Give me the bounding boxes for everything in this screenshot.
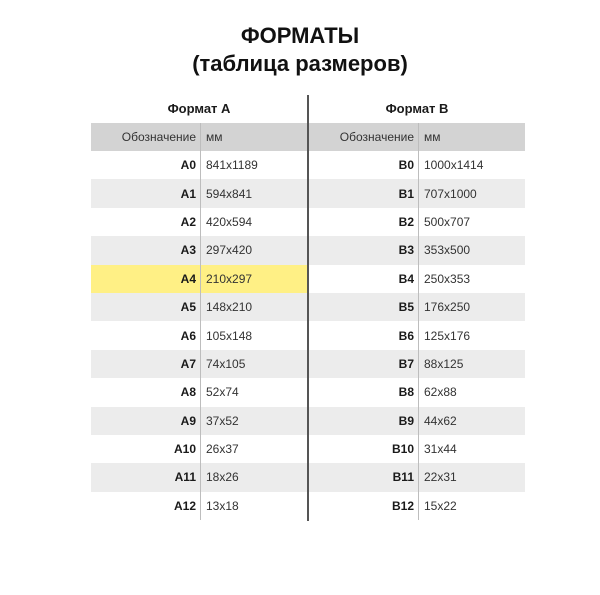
- table-row: [309, 435, 525, 463]
- format-code: A5: [180, 300, 196, 315]
- format-code: A0: [180, 158, 196, 173]
- format-a-rows: [91, 151, 307, 520]
- format-code: B4: [398, 271, 414, 286]
- format-size: 74x105: [206, 356, 246, 371]
- format-size: 297x420: [206, 243, 253, 258]
- table-row: [91, 435, 307, 463]
- format-code: B6: [398, 328, 414, 343]
- format-size: 52x74: [206, 385, 239, 400]
- table-row: [91, 293, 307, 321]
- format-a-col-code-label: Обозначение: [121, 130, 196, 144]
- format-size: 594x841: [206, 186, 253, 201]
- format-size: 18x26: [206, 470, 239, 485]
- table-row: [309, 208, 525, 236]
- table-row: [309, 321, 525, 349]
- format-size: 37x52: [206, 413, 239, 428]
- table-row: [91, 151, 307, 179]
- page-title: ФОРМАТЫ: [240, 23, 360, 48]
- table-row: [309, 463, 525, 491]
- format-b-subheader: [309, 123, 525, 151]
- format-b-header: Формат B: [385, 101, 449, 116]
- format-b-col-size-label: мм: [424, 130, 441, 144]
- format-code: B0: [398, 158, 414, 173]
- format-code: A1: [180, 186, 196, 201]
- format-code: B7: [398, 356, 414, 371]
- table-row: [309, 378, 525, 406]
- format-code: B5: [398, 300, 414, 315]
- format-code: A11: [174, 470, 196, 485]
- table-row: [91, 350, 307, 378]
- format-size: 841x1189: [206, 158, 258, 173]
- format-code: B3: [398, 243, 414, 258]
- format-size: 250x353: [424, 271, 471, 286]
- format-b-rows: [309, 151, 525, 520]
- format-code: A8: [180, 385, 196, 400]
- table-row: [91, 463, 307, 491]
- format-size: 88x125: [424, 356, 464, 371]
- table-row: [91, 407, 307, 435]
- table-row: [309, 151, 525, 179]
- format-a-col-size-label: мм: [206, 130, 223, 144]
- table-row: [91, 236, 307, 264]
- format-code: A12: [173, 498, 196, 513]
- format-code: B10: [391, 442, 414, 457]
- format-size: 353x500: [424, 243, 471, 258]
- format-size: 31x44: [424, 442, 457, 457]
- format-code: A4: [180, 271, 196, 286]
- table-row: [91, 179, 307, 207]
- table-row: [91, 378, 307, 406]
- table-row: [91, 492, 307, 520]
- table-row: [309, 492, 525, 520]
- format-code: B2: [398, 214, 414, 229]
- format-code: B9: [398, 413, 414, 428]
- format-b-table: [309, 95, 525, 520]
- format-code: A6: [180, 328, 196, 343]
- format-size: 26x37: [206, 442, 239, 457]
- table-row: [91, 208, 307, 236]
- format-a-table: [91, 95, 307, 520]
- format-size: 1000x1414: [424, 158, 484, 173]
- format-size: 13x18: [206, 498, 239, 513]
- format-size: 148x210: [206, 300, 253, 315]
- format-b-col-code-label: Обозначение: [339, 130, 414, 144]
- table-row: [309, 407, 525, 435]
- format-size: 210x297: [206, 271, 253, 286]
- format-size: 176x250: [424, 300, 471, 315]
- format-size: 500x707: [424, 214, 471, 229]
- format-code: A7: [180, 356, 196, 371]
- format-code: A10: [173, 442, 196, 457]
- table-row: [91, 321, 307, 349]
- format-size: 62x88: [424, 385, 457, 400]
- format-code: B11: [392, 470, 414, 485]
- table-row: [309, 350, 525, 378]
- format-size: 22x31: [424, 470, 457, 485]
- format-code: B1: [398, 186, 414, 201]
- format-size: 420x594: [206, 214, 253, 229]
- table-row: [309, 293, 525, 321]
- format-a-subheader: [91, 123, 307, 151]
- table-row: [309, 236, 525, 264]
- format-code: A2: [180, 214, 196, 229]
- format-size: 15x22: [424, 498, 457, 513]
- table-row: [91, 265, 307, 293]
- format-code: B12: [391, 498, 414, 513]
- table-row: [309, 265, 525, 293]
- format-size: 105x148: [206, 328, 253, 343]
- format-code: B8: [398, 385, 414, 400]
- format-code: A9: [180, 413, 196, 428]
- format-size: 125x176: [424, 328, 471, 343]
- format-a-header: Формат А: [167, 101, 231, 116]
- format-size: 44x62: [424, 413, 457, 428]
- format-size: 707x1000: [424, 186, 477, 201]
- page-subtitle: (таблица размеров): [192, 51, 408, 76]
- table-row: [309, 179, 525, 207]
- format-code: A3: [180, 243, 196, 258]
